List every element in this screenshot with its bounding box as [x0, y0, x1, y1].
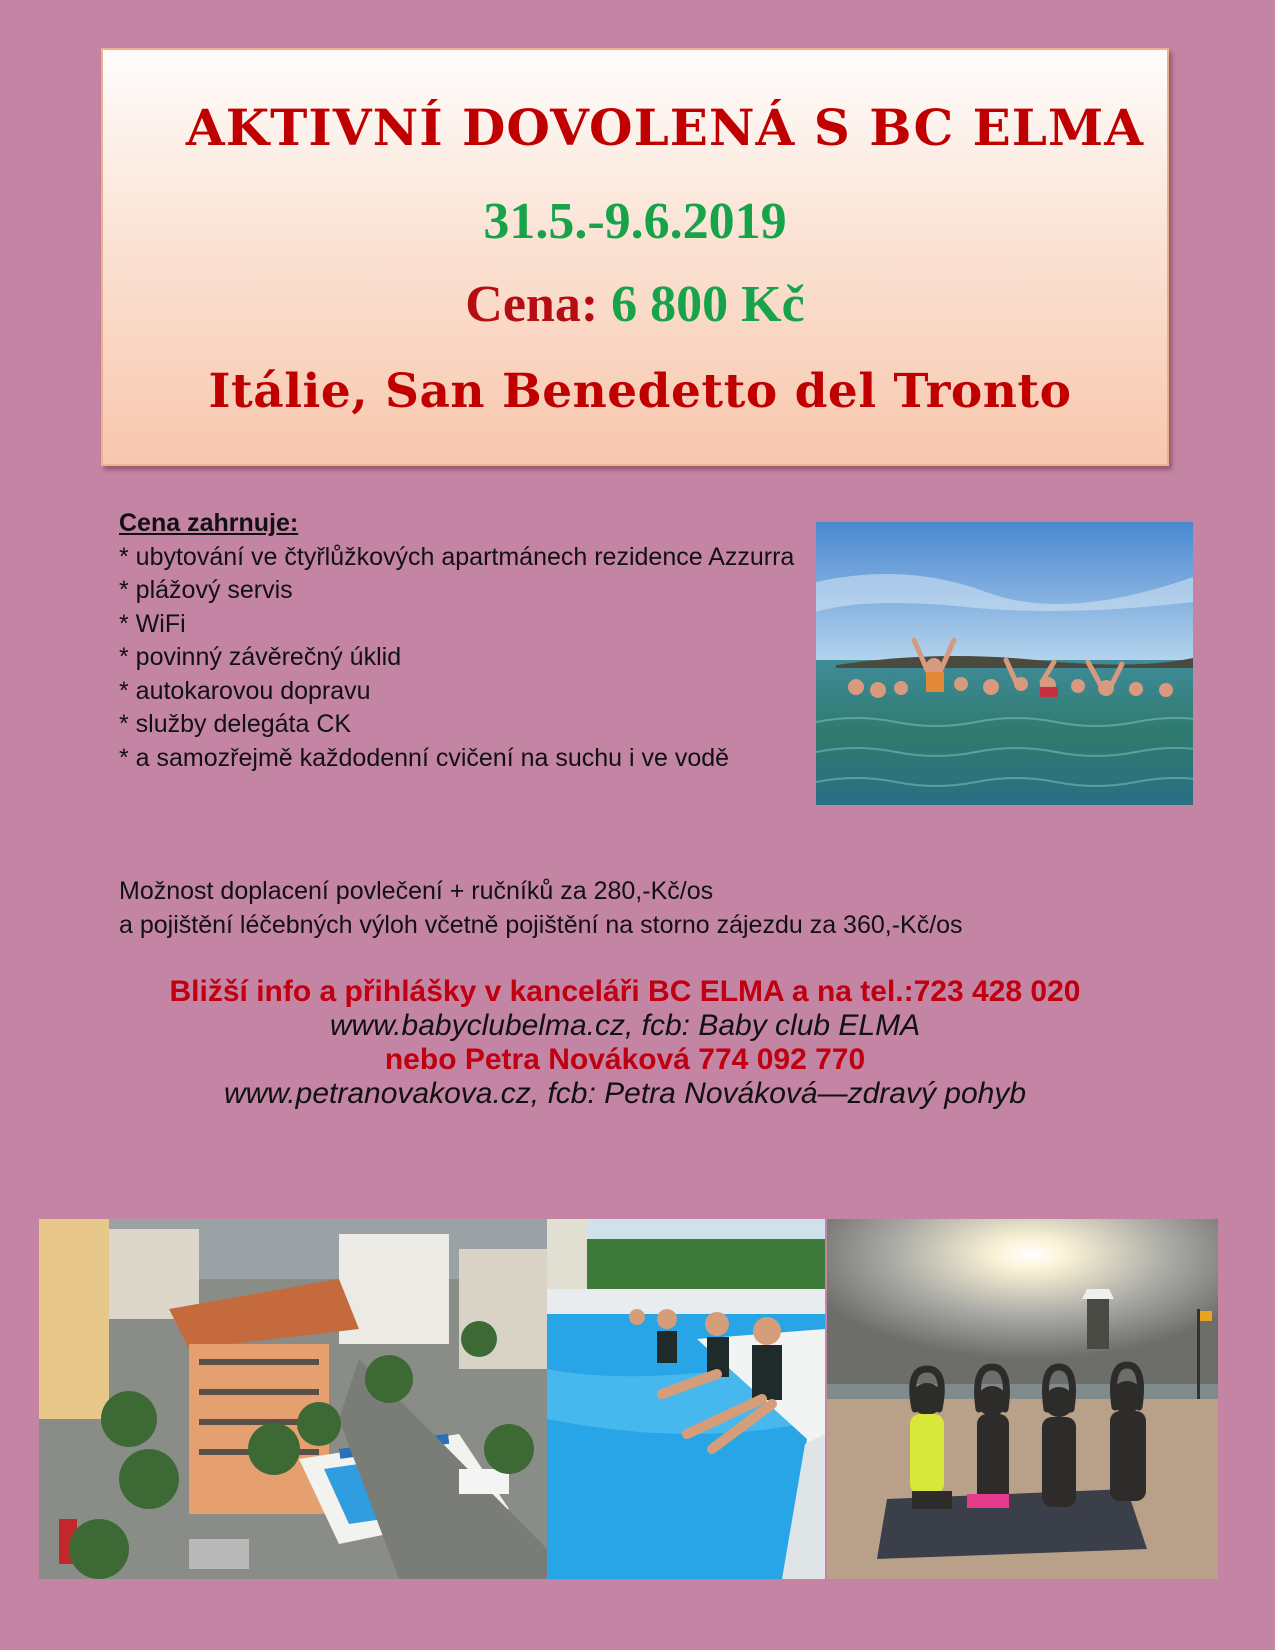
trip-dates: 31.5.-9.6.2019 [483, 193, 787, 250]
contact-info [0, 975, 1250, 1111]
includes-heading: Cena zahrnuje: [119, 509, 299, 537]
contact-person: nebo Petra Nováková 774 092 770 [384, 1043, 866, 1076]
list-item: * povinný závěrečný úklid [119, 643, 402, 671]
page-title: AKTIVNÍ DOVOLENÁ S BC ELMA [185, 98, 1145, 157]
list-item: * ubytování ve čtyřlůžkových apartmánech rezidence Azzurra [119, 542, 795, 571]
price-includes [119, 507, 809, 775]
trip-location: Itálie, San Benedetto del Tronto [208, 364, 1072, 419]
contact-web-link[interactable]: www.babyclubelma.cz, fcb: Baby club ELMA [329, 1009, 921, 1042]
list-item: * plážový servis [119, 576, 293, 604]
contact-web-link[interactable]: www.petranovakova.cz, fcb: Petra Nováková—zdravý pohyb [223, 1077, 1027, 1110]
extra-line: Možnost doplacení povlečení + ručníků za 280,-Kč/os [119, 877, 714, 905]
pool-exercise-photo [547, 1219, 825, 1579]
sea-group-photo [816, 522, 1193, 805]
extra-line: a pojištění léčebných výloh včetně pojištění na storno zájezdu za 360,-Kč/os [119, 910, 963, 939]
contact-office: Bližší info a přihlášky v kanceláři BC ELMA a na tel.:723 428 020 [169, 975, 1081, 1008]
price-amount: 6 800 Kč [611, 276, 805, 333]
list-item: * a samozřejmě každodenní cvičení na suchu i ve vodě [119, 743, 730, 772]
header-banner [101, 48, 1169, 466]
trip-price [103, 275, 1167, 334]
price-label: Cena: [465, 276, 612, 333]
residence-photo [39, 1219, 547, 1579]
list-item: * služby delegáta CK [119, 710, 352, 738]
list-item: * WiFi [119, 609, 186, 638]
extra-options [119, 875, 1239, 942]
list-item: * autokarovou dopravu [119, 676, 371, 705]
beach-sunset-photo [827, 1219, 1218, 1579]
